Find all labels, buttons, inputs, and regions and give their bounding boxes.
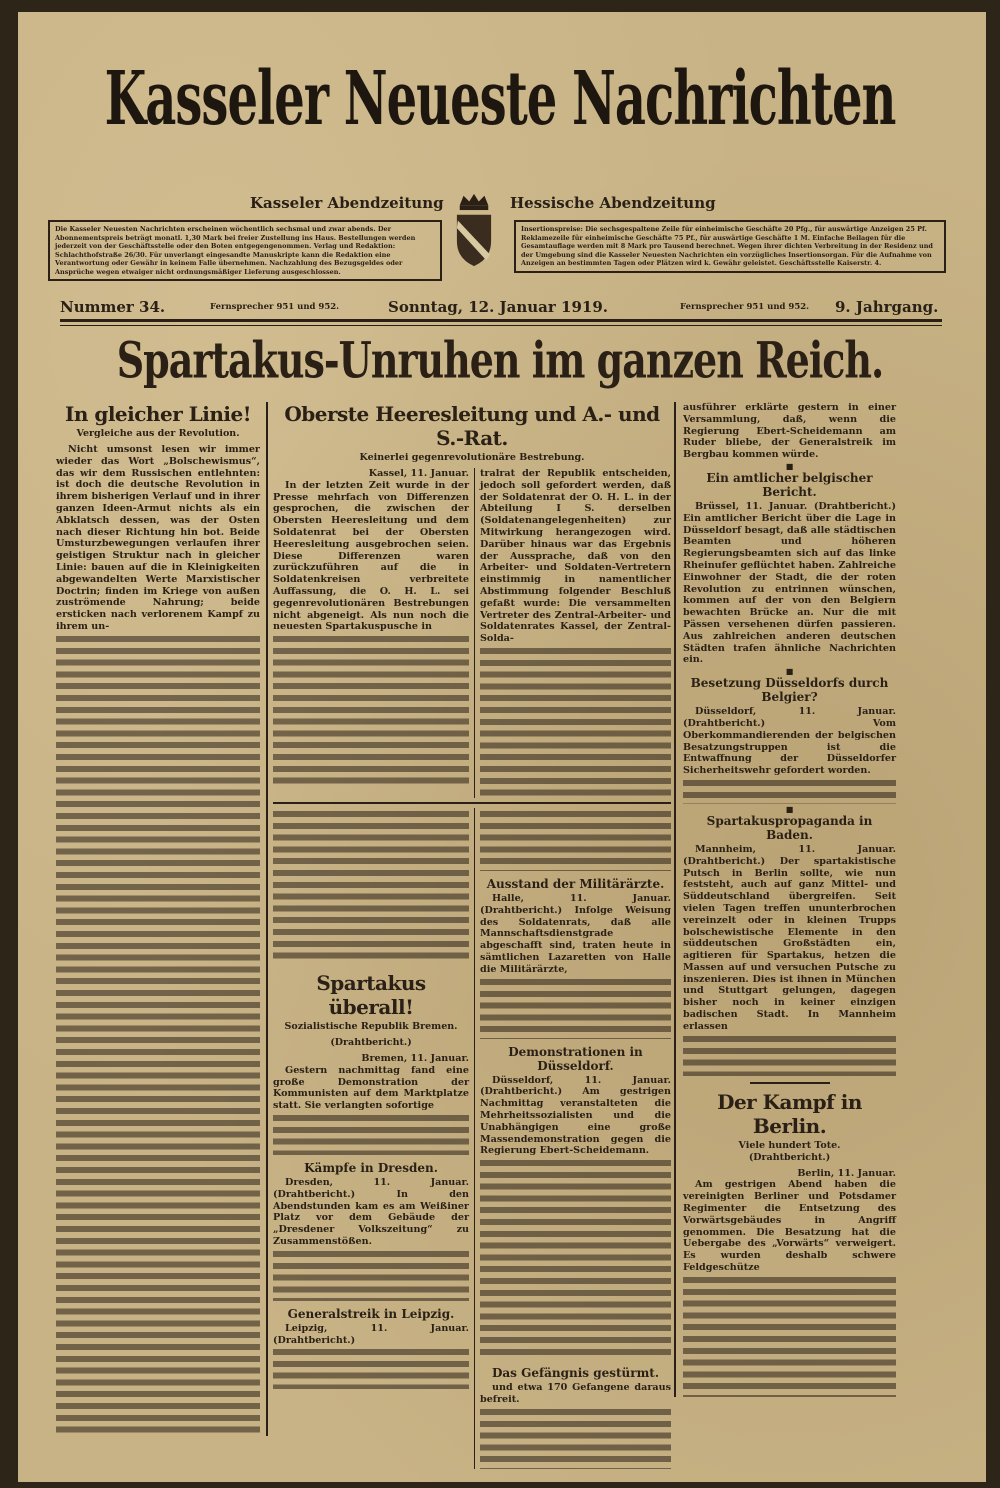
article-body: tralrat der Republik entscheiden, jedoch soll gefordert werden, daß der Soldatenrat der O. H. L. in der Abteilung I S. derselben (Soldatenangelegenheiten) zur Mitwirkung herangezogen wird. Darüber hinaus war das Ergebnis der Aussprache, daß von den Arbeiter- und Soldaten-Vertretern einstimmig in namentlicher Abstimmung folgender Beschluß gefaßt wurde: Die versammelten Vertreter des Zentral-Arbeiter- und Soldatenrates Kassel, der Zentral-Solda- xyxy=(480,468,671,645)
article-in-gleicher-linie xyxy=(56,402,268,1436)
masthead-left-subtitle: Kasseler Abendzeitung xyxy=(250,194,444,212)
separator: ■ xyxy=(785,803,794,814)
article-text-continued xyxy=(56,636,260,1436)
coat-of-arms-icon xyxy=(452,192,496,268)
center-lower-right-column xyxy=(474,808,671,1469)
divider xyxy=(60,325,942,326)
article-text-continued xyxy=(480,811,671,871)
volume: 9. Jahrgang. xyxy=(835,298,939,316)
article-body: und etwa 170 Gefangene daraus befreit. xyxy=(480,1382,671,1405)
section-divider xyxy=(273,802,671,804)
subscription-info-box: Die Kasseler Neuesten Nachrichten erscheinen wöchentlich sechsmal und zwar abends. Der Abonnementspreis beträgt monatl. 1,30 Mark bei freier Zustellung ins Haus. Bestellungen werden jederzeit von der Geschäftsstelle oder den Boten entgegengenommen. Verlag und Redaktion: Schlachthofstraße 26/30. Für unverlangt eingesandte Manuskripte kann die Redaktion eine Verantwortung oder Gewähr in keinem Falle übernehmen. Nachzahlung des Bezugsgeldes oder Ansprüche wegen etwaiger nicht ordnungsmäßiger Lieferung ausgeschlossen. xyxy=(48,220,442,281)
article-text-continued xyxy=(273,1349,469,1389)
center-lower-left-column xyxy=(273,808,474,1389)
article-body: Mannheim, 11. Januar. (Drahtbericht.) Der spartakistische Putsch in Berlin sollte, wie nun feststeht, auch auf ganz Mittel- und Süddeutschland übergreifen. Seit vielen Tagen treffen ununterbrochen vereinzelt oder in kleinen Trupps bolschewistische Elemente in den süddeutschen Großstädten ein, agitieren für Spartakus, hetzen die Massen auf und versuchen Putsche zu inszenieren. Dies ist ihnen in München und Stuttgart gelungen, dagegen bisher noch in keiner einzigen badischen Stadt. In Mannheim erlassen xyxy=(683,843,896,1032)
article-title: Ein amtlicher belgischer Bericht. xyxy=(706,470,873,499)
article-body: In der letzten Zeit wurde in der Presse mehrfach von Differenzen gesprochen, die zwischen der Obersten Heeresleitung und dem Soldatenrat bei der Obersten Heeresleitung ausgebrochen seien. Diese Differenzen waren zurückzuführen auf die in Soldatenkreisen verbreitete Auffassung, die O. H. L. sei gegenrevolutionären Bestrebungen nicht abgeneigt. Als nun noch die neuesten Spartakuspusche in xyxy=(273,479,469,633)
article-title: Das Gefängnis gestürmt. xyxy=(491,1366,660,1381)
article-body: Halle, 11. Januar. (Drahtbericht.) Infolge Weisung des Soldatenrats, daß alle Mannschaftsdienstgrade abgeschafft sind, traten heute in sämtlichen Lazaretten von Halle die Militärärzte, xyxy=(480,892,671,975)
right-column xyxy=(674,402,896,1397)
article-subtitle: Sozialistische Republik Bremen. xyxy=(284,1020,458,1032)
issue-date: Sonntag, 12. Januar 1919. xyxy=(388,298,608,316)
article-dateline: Kassel, 11. Januar. xyxy=(368,468,469,479)
article-oberste-heeresleitung-col1 xyxy=(273,468,474,786)
article-text-continued xyxy=(683,780,896,804)
article-text-continued xyxy=(480,979,671,1039)
article-text-continued xyxy=(683,1036,896,1076)
article-text-continued xyxy=(273,1115,469,1155)
masthead-right-subtitle: Hessische Abendzeitung xyxy=(510,194,716,212)
article-title: Spartakus überall! xyxy=(316,970,426,1019)
phone-right: Fernsprecher 951 und 952. xyxy=(680,302,810,312)
article-text-continued xyxy=(273,636,469,786)
article-body: ausführer erklärte gestern in einer Versammlung, daß, wenn die Regierung Ebert-Scheidemann am Ruder bliebe, der Generalstreik im Bergbau kommen würde. xyxy=(683,402,896,461)
article-title: Oberste Heeresleitung und A.- und S.-Rat. xyxy=(284,402,660,450)
article-text-continued xyxy=(273,1251,469,1301)
center-lower-columns xyxy=(273,808,671,1469)
article-text-continued xyxy=(480,1160,671,1360)
article-body: Nicht umsonst lesen wir immer wieder das Wort „Bolschewismus“, das wir dem Russischen entlehnten: ist doch die deutsche Revolution in ihrem bisherigen Verlauf und in ihrer ganzen Ideen-Armut nichts als ein Abklatsch dessen, was der Osten nach dieser Richtung hin bot. Beide Umsturzbewegungen verlaufen ihrer geistigen Struktur nach in gleicher Linie: bauen auf die in Kleinigkeiten abgewandelten Werte Marxistischer Doctrin; finden im Kriege von außen zuströmende Nahrung; beide ersticken nach verlorenem Kampf zu ihrem un- xyxy=(56,444,260,632)
article-title: Besetzung Düsseldorfs durch Belgier? xyxy=(690,676,889,705)
masthead-title: Kasseler Neueste Nachrichten xyxy=(104,56,896,143)
article-text-continued xyxy=(480,648,671,798)
article-title: Demonstrationen in Düsseldorf. xyxy=(508,1044,643,1073)
advertising-info-box: Insertionspreise: Die sechsgespaltene Zeile für einheimische Geschäfte 20 Pfg., für auswärtige Anzeigen 25 Pf. Reklamezeile für einheimische Geschäfte 75 Pf., für auswärtige Geschäfte 1 M. Einfache Beilagen für die Gesamtauflage werden mit 8 Mark pro Tausend berechnet. Wegen ihrer dichten Verbreitung in der Residenz und der Umgebung sind die Kasseler Neuesten Nachrichten ein vorzügliches Insertionsorgan. Für die Aufnahme von Anzeigen an bestimmten Tagen oder Plätzen wird k. Gewähr geleistet. Geschäftsstelle Kaiserstr. 4. xyxy=(514,220,946,273)
article-dateline: Bremen, 11. Januar. xyxy=(361,1052,469,1064)
article-subtitle: Keinerlei gegenrevolutionäre Bestrebung. xyxy=(359,452,585,463)
article-title: Der Kampf in Berlin. xyxy=(717,1089,862,1138)
section-divider xyxy=(750,1082,830,1084)
article-subtitle: Vergleiche aus der Revolution. xyxy=(76,428,240,439)
article-oberste-heeresleitung-col2 xyxy=(474,468,671,798)
article-body: Düsseldorf, 11. Januar. (Drahtbericht.) Vom Oberkommandierenden der belgischen Besatzungstruppen ist die Entwaffnung der Düsseldorfer Sicherheitswehr gefordert worden. xyxy=(683,706,896,777)
divider xyxy=(60,319,942,322)
article-subtitle: Viele hundert Tote. xyxy=(738,1139,841,1151)
separator: ■ xyxy=(785,460,794,471)
article-dateline: Berlin, 11. Januar. xyxy=(797,1167,896,1179)
article-text-continued xyxy=(273,811,469,961)
article-title: In gleicher Linie! xyxy=(64,402,251,426)
article-body: Düsseldorf, 11. Januar. (Drahtbericht.) Am gestrigen Nachmittag veranstalteten die Mehrheitssozialisten und die Unabhängigen eine große Massendemonstration gegen die Regierung Ebert-Scheidemann. xyxy=(480,1074,671,1157)
article-body: Am gestrigen Abend haben die vereinigten Berliner und Potsdamer Regimenter die Entsetzung des Vorwärtsgebäudes in Angriff genommen. Die Besatzung hat die Uebergabe des „Vorwärts“ verweigert. Es wurden deshalb schwere Feldgeschütze xyxy=(683,1179,896,1274)
article-title: Ausstand der Militärärzte. xyxy=(486,876,665,891)
center-column xyxy=(273,402,671,1469)
dateline xyxy=(60,298,940,318)
article-body: Brüssel, 11. Januar. (Drahtbericht.) Ein amtlicher Bericht über die Lage in Düsseldorf besagt, daß alle städtischen Beamten und höheren Regierungsbeamten sich auf das linke Rheinufer geflüchtet haben. Zahlreiche Einwohner der Stadt, die der roten Revolution zu entrinnen wünschen, kommen auf der von den Belgiern bewachten Brücke an. Nur die mit Pässen versehenen dürfen passieren. Aus zahlreichen anderen deutschen Städten trafen ähnliche Nachrichten ein. xyxy=(683,500,896,666)
article-oberste-heeresleitung-columns xyxy=(273,468,671,798)
phone-left: Fernsprecher 951 und 952. xyxy=(210,302,340,312)
article-note: (Drahtbericht.) xyxy=(330,1036,412,1048)
article-text-continued xyxy=(480,1409,671,1469)
article-title: Generalstreik in Leipzig. xyxy=(287,1306,455,1321)
article-body: Dresden, 11. Januar. (Drahtbericht.) In den Abendstunden kam es am Weißiner Platz vor dem Gebäude der „Dresdener Volkszeitung“ zu Zusammenstößen. xyxy=(273,1176,469,1247)
article-note: (Drahtbericht.) xyxy=(748,1151,831,1163)
article-body: Gestern nachmittag fand eine große Demonstration der Kommunisten auf dem Marktplatze statt. Sie verlangten sofortige xyxy=(273,1064,469,1112)
article-text-continued xyxy=(683,1277,896,1397)
main-headline: Spartakus-Unruhen im ganzen Reich. xyxy=(116,330,884,390)
issue-number: Nummer 34. xyxy=(60,298,166,316)
article-title: Kämpfe in Dresden. xyxy=(304,1160,438,1175)
separator: ■ xyxy=(785,666,794,677)
article-body: Leipzig, 11. Januar. (Drahtbericht.) xyxy=(273,1322,469,1346)
article-title: Spartakuspropaganda in Baden. xyxy=(706,813,873,842)
